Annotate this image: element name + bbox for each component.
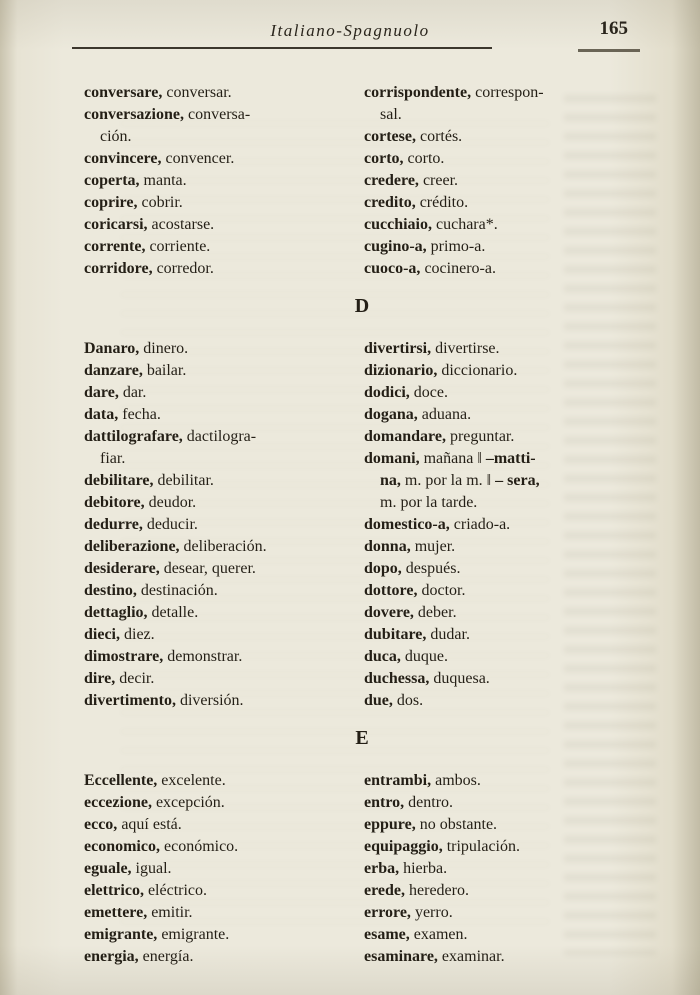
headword: dieci, [84,626,120,643]
dictionary-entry [84,82,346,104]
translation: tripulación. [442,838,520,855]
translation: eléctrico. [143,882,208,899]
dictionary-sections [0,52,700,968]
headword: credere, [364,172,419,189]
translation: excelente. [157,772,226,789]
headword: eppure, [364,816,416,833]
translation: divertirse. [431,340,500,357]
headword: dubitare, [364,626,427,643]
dictionary-entry [364,170,640,192]
translation: conversar. [162,84,232,101]
translation: destinación. [136,582,218,599]
headword: due, [364,692,393,709]
translation: doctor. [417,582,466,599]
translation: hierba. [399,860,448,877]
headword: dizionario, [364,362,438,379]
translation: después. [401,560,461,577]
headword: – sera, [495,472,540,489]
translation: cocinero-a. [420,260,496,277]
translation: fiar. [100,450,126,467]
translation: corto. [403,150,445,167]
headword: dettaglio, [84,604,148,621]
headword: esame, [364,926,410,943]
translation: dactilogra- [182,428,257,445]
headword: eguale, [84,860,132,877]
dictionary-entry [364,836,640,858]
dictionary-entry [84,880,346,902]
dictionary-entry [84,580,346,602]
dictionary-entry [364,580,640,602]
translation: emigrante. [157,926,230,943]
translation: cortés. [415,128,463,145]
headword: emigrante, [84,926,158,943]
dictionary-entry [364,258,640,280]
translation: aduana. [417,406,472,423]
translation: crédito. [415,194,469,211]
headword: duchessa, [364,670,430,687]
headword: Eccellente, [84,772,158,789]
dictionary-entry [364,602,640,624]
headword: emettere, [84,904,148,921]
headword: dodici, [364,384,410,401]
headword: corrispondente, [364,84,472,101]
translation: detalle. [147,604,199,621]
dictionary-entry [364,946,640,968]
translation: deducir. [142,516,198,533]
translation: duquesa. [429,670,490,687]
page-header [0,18,700,52]
translation: deliberación. [179,538,267,555]
headword: dopo, [364,560,402,577]
translation: cuchara*. [432,216,498,233]
translation: heredero. [405,882,469,899]
headword: esaminare, [364,948,438,965]
dictionary-entry [364,148,640,170]
dictionary-entry [364,360,640,382]
headword: debilitare, [84,472,154,489]
headword: corto, [364,150,404,167]
headword: coperta, [84,172,140,189]
headword: destino, [84,582,137,599]
dictionary-column [364,338,640,712]
translation: conversa- [183,106,251,123]
headword: economico, [84,838,160,855]
dictionary-entry [364,536,640,558]
translation: corriente. [145,238,211,255]
dictionary-entry [84,258,346,280]
headword: dottore, [364,582,418,599]
dictionary-entry [364,814,640,836]
headword: desiderare, [84,560,160,577]
translation: dudar. [426,626,470,643]
dictionary-entry [364,404,640,426]
dictionary-entry [84,558,346,580]
headword: dovere, [364,604,414,621]
dictionary-entry [84,836,346,858]
translation: diccionario. [437,362,518,379]
dictionary-entry [84,668,346,690]
section-columns [84,82,640,280]
dictionary-entry [364,646,640,668]
dictionary-entry [84,858,346,880]
translation: m. por la m. ‖ [400,472,496,489]
headword: dattilografare, [84,428,183,445]
dictionary-entry [84,924,346,946]
translation: emitir. [147,904,193,921]
dictionary-column [84,770,346,968]
translation: dinero. [139,340,189,357]
translation: m. por la tarde. [380,494,478,511]
headword: divertirsi, [364,340,432,357]
translation: examen. [409,926,468,943]
headword: ecco, [84,816,118,833]
section-letter: D [354,295,370,317]
headword: dare, [84,384,119,401]
dictionary-column [84,82,346,280]
headword: errore, [364,904,411,921]
dictionary-entry [364,858,640,880]
headword: duca, [364,648,401,665]
dictionary-column [364,82,640,280]
translation: económico. [159,838,239,855]
dictionary-entry [364,514,640,536]
headword: equipaggio, [364,838,443,855]
headword: –matti- [485,450,536,467]
dictionary-entry [84,536,346,558]
dictionary-entry [84,902,346,924]
dictionary-entry [84,792,346,814]
headword: coprire, [84,194,138,211]
dictionary-entry [84,646,346,668]
headword: donna, [364,538,411,555]
dictionary-entry [364,924,640,946]
translation: sal. [380,106,402,123]
dictionary-entry [84,690,346,712]
dictionary-entry [84,338,346,360]
dictionary-entry [84,170,346,192]
headword: conversazione, [84,106,184,123]
headword: debitore, [84,494,145,511]
dictionary-entry [364,126,640,148]
translation: diez. [120,626,155,643]
dictionary-entry [364,214,640,236]
dictionary-entry [84,946,346,968]
headword: Danaro, [84,340,140,357]
dictionary-entry [84,148,346,170]
dictionary-column [364,770,640,968]
translation: no obstante. [415,816,498,833]
translation: duque. [400,648,449,665]
page-number: 165 [599,18,628,39]
dictionary-entry [364,770,640,792]
dictionary-entry [364,558,640,580]
header-rule [72,47,492,49]
translation: energía. [138,948,194,965]
dictionary-entry [84,770,346,792]
translation: ción. [100,128,132,145]
headword: cuoco-a, [364,260,421,277]
headword: dedurre, [84,516,143,533]
headword: erba, [364,860,400,877]
dictionary-entry [84,514,346,536]
translation: decir. [115,670,155,687]
section-columns [84,770,640,968]
dictionary-entry [364,448,640,514]
headword: domani, [364,450,420,467]
dictionary-entry [364,690,640,712]
translation: mujer. [410,538,456,555]
translation: deber. [413,604,457,621]
translation: correspon- [471,84,544,101]
dictionary-entry [84,426,346,470]
dictionary-entry [364,236,640,258]
translation: demonstrar. [163,648,243,665]
dictionary-entry [364,902,640,924]
translation: preguntar. [445,428,515,445]
headword: erede, [364,882,406,899]
translation: debilitar. [153,472,214,489]
translation: ambos. [431,772,481,789]
dictionary-entry [84,214,346,236]
headword: data, [84,406,119,423]
translation: diversión. [175,692,244,709]
headword: convincere, [84,150,162,167]
translation: excepción. [151,794,225,811]
translation: igual. [131,860,172,877]
headword: na, [380,472,401,489]
translation: examinar. [437,948,505,965]
dictionary-entry [84,104,346,148]
dictionary-entry [84,624,346,646]
headword: dogana, [364,406,418,423]
running-head: Italiano-Spagnuolo [270,21,430,40]
dictionary-entry [84,602,346,624]
dictionary-entry [84,814,346,836]
dictionary-entry [84,236,346,258]
headword: domandare, [364,428,446,445]
translation: fecha. [118,406,161,423]
dictionary-entry [364,382,640,404]
headword: cucchiaio, [364,216,432,233]
translation: bailar. [142,362,187,379]
dictionary-entry [84,382,346,404]
headword: conversare, [84,84,163,101]
translation: acostarse. [147,216,215,233]
dictionary-column [84,338,346,712]
headword: entrambi, [364,772,432,789]
dictionary-entry [84,192,346,214]
translation: cobrir. [137,194,183,211]
headword: cortese, [364,128,416,145]
headword: credito, [364,194,416,211]
translation: yerro. [410,904,453,921]
headword: deliberazione, [84,538,180,555]
translation: corredor. [152,260,214,277]
translation: aquí está. [117,816,182,833]
section-columns [84,338,640,712]
headword: dimostrare, [84,648,164,665]
headword: elettrico, [84,882,144,899]
section-letter: E [355,727,369,749]
dictionary-entry [364,792,640,814]
headword: corrente, [84,238,146,255]
translation: dar. [118,384,147,401]
dictionary-entry [84,492,346,514]
headword: divertimento, [84,692,176,709]
translation: convencer. [161,150,235,167]
headword: eccezione, [84,794,152,811]
translation: primo-a. [426,238,486,255]
headword: entro, [364,794,405,811]
dictionary-entry [364,192,640,214]
headword: coricarsi, [84,216,148,233]
translation: dentro. [404,794,454,811]
dictionary-entry [364,426,640,448]
dictionary-entry [364,338,640,360]
dictionary-entry [364,82,640,126]
dictionary-entry [84,470,346,492]
translation: doce. [409,384,448,401]
translation: criado-a. [449,516,511,533]
translation: dos. [392,692,424,709]
translation: deudor. [144,494,197,511]
translation: desear, querer. [159,560,256,577]
dictionary-entry [364,624,640,646]
dictionary-entry [364,668,640,690]
dictionary-entry [84,360,346,382]
headword: dire, [84,670,116,687]
headword: corridore, [84,260,153,277]
translation: manta. [139,172,187,189]
translation: creer. [418,172,459,189]
headword: cugino-a, [364,238,427,255]
translation: mañana ‖ [419,450,486,467]
dictionary-entry [84,404,346,426]
headword: domestico-a, [364,516,450,533]
headword: energia, [84,948,139,965]
dictionary-entry [364,880,640,902]
headword: danzare, [84,362,143,379]
